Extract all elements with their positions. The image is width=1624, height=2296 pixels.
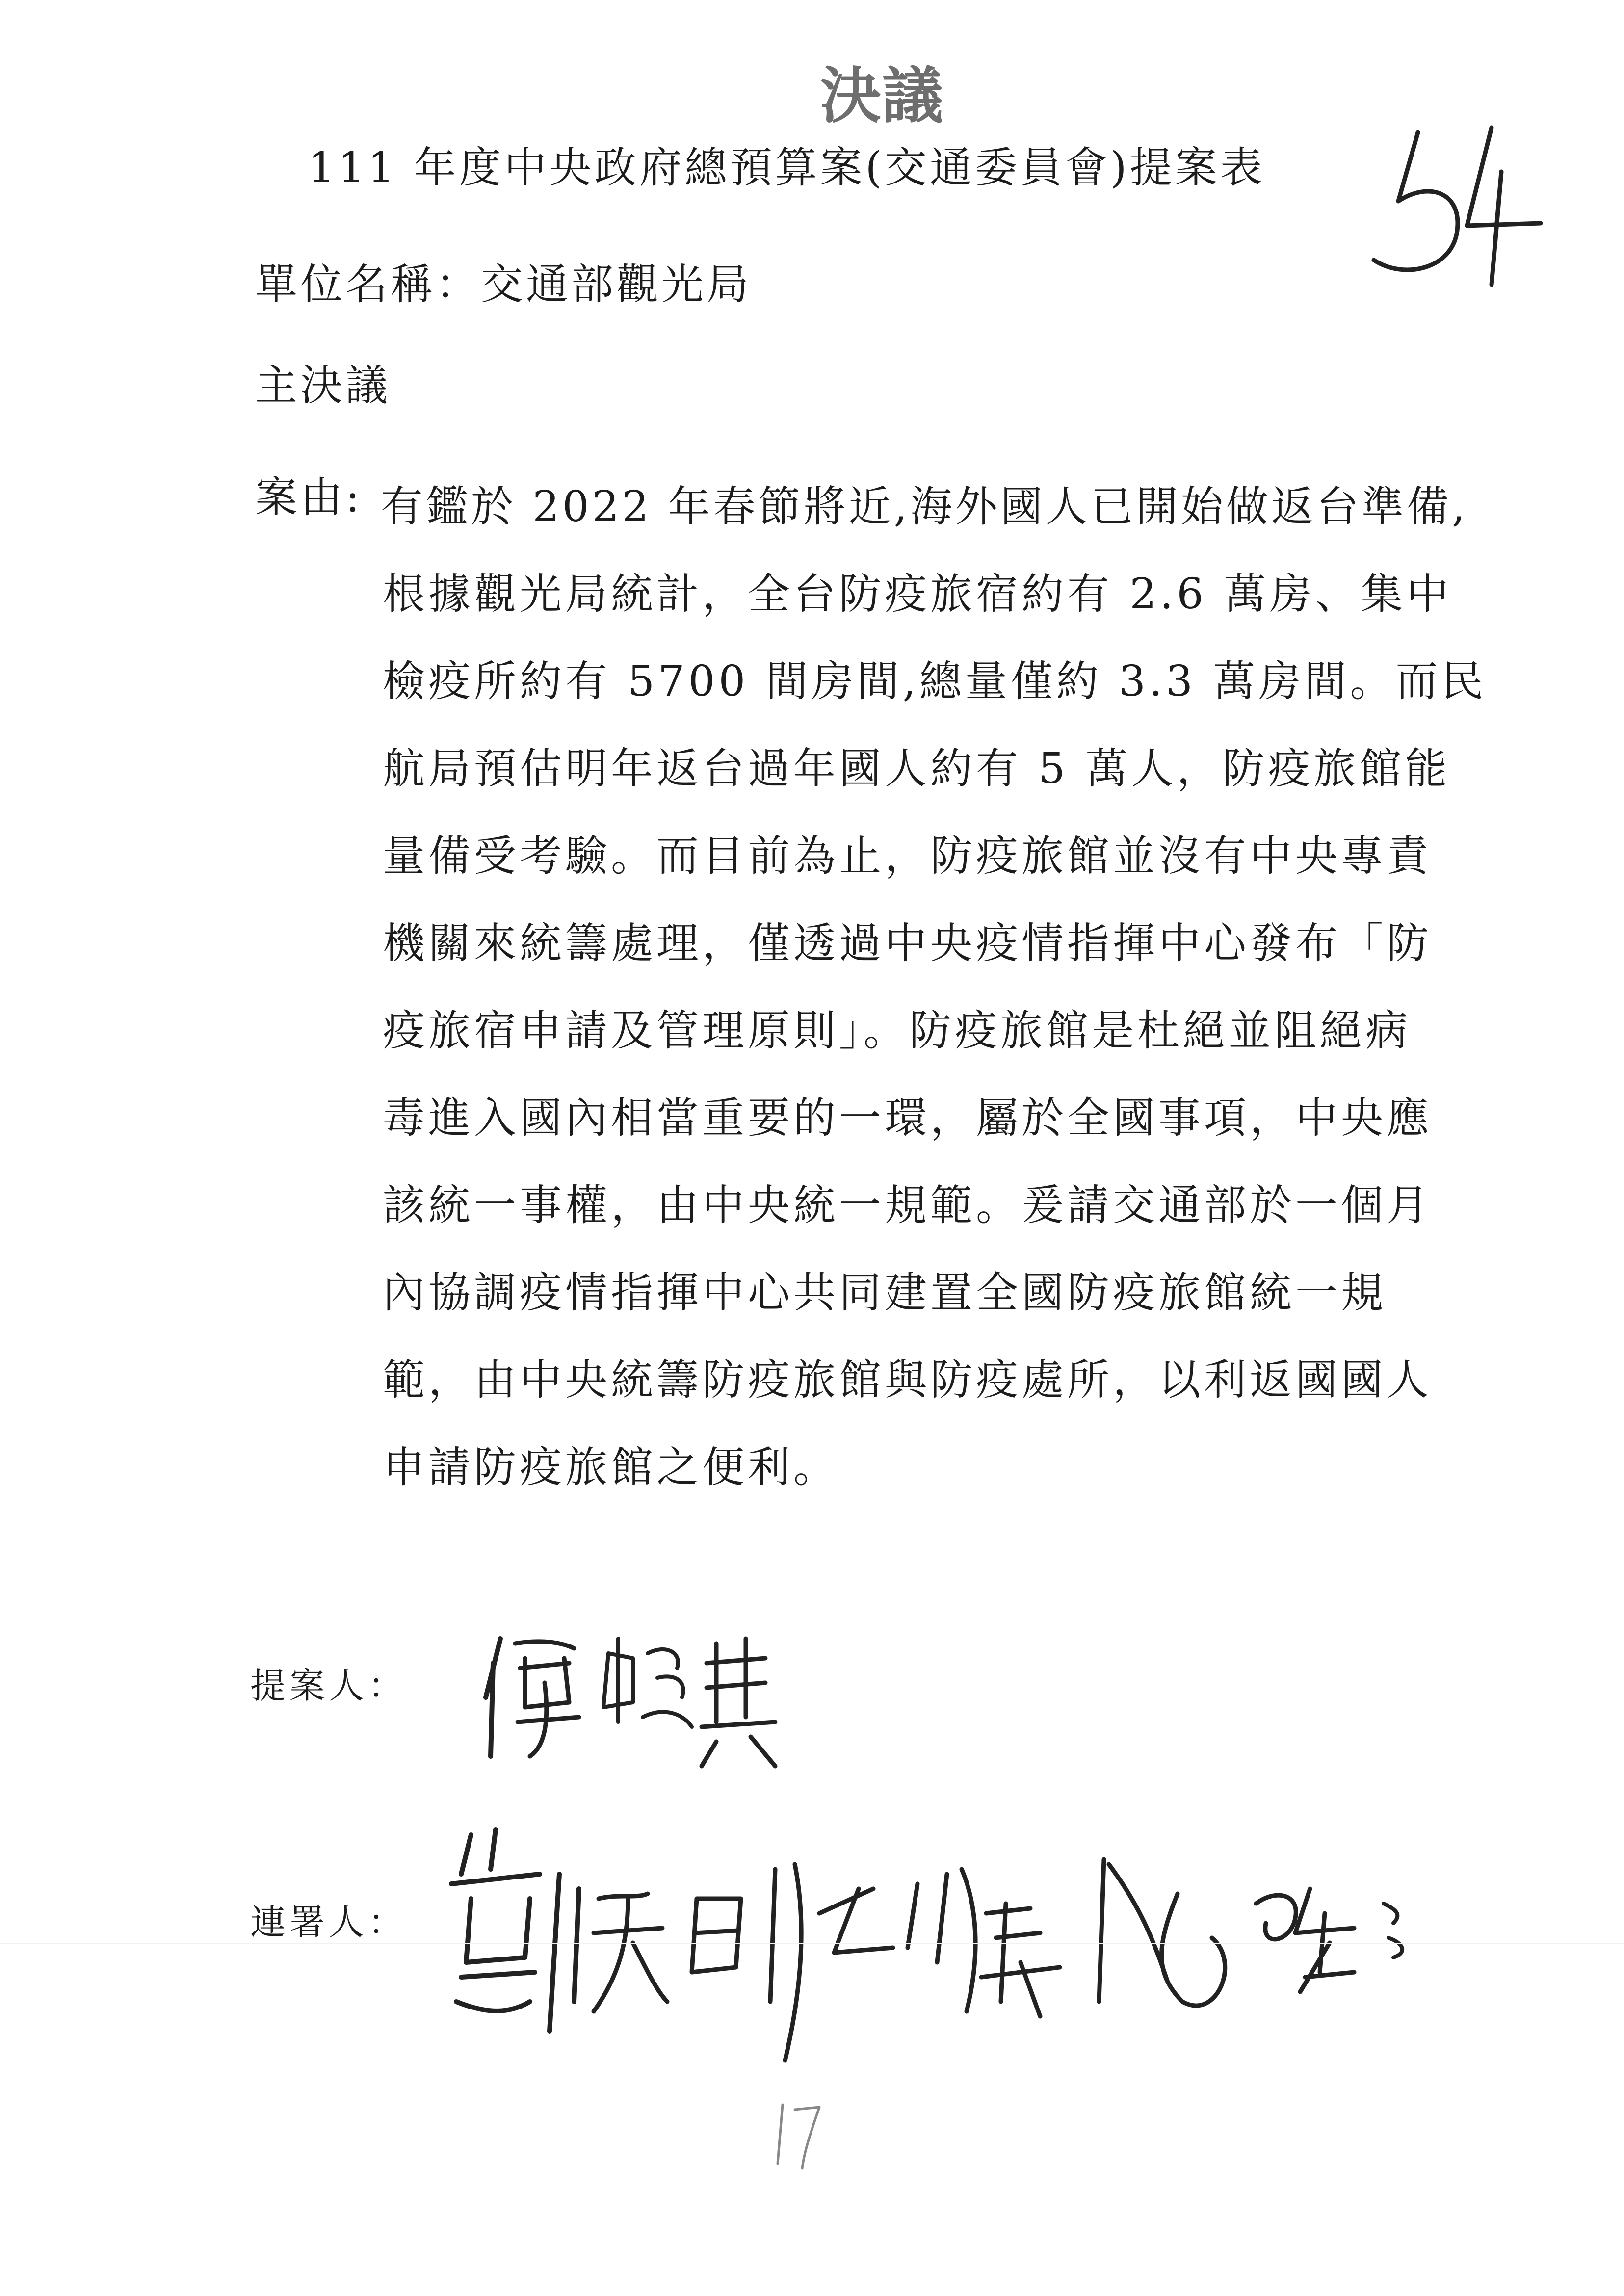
- reason-line: 航局預估明年返台過年國人約有 5 萬人，防疫旅館能: [383, 744, 1451, 793]
- reason-line: 內協調疫情指揮中心共同建置全國防疫旅館統一規: [383, 1268, 1387, 1317]
- reason-line: 疫旅宿申請及管理原則」。防疫旅館是杜絕並阻絕病: [383, 1006, 1411, 1055]
- reason-body: [383, 550, 1487, 1511]
- reason-line: 量備受考驗。而目前為止，防疫旅館並沒有中央專責: [383, 832, 1432, 881]
- handwritten-number-54: [1344, 118, 1550, 294]
- reason-line: 該統一事權，由中央統一規範。爰請交通部於一個月: [383, 1181, 1432, 1230]
- handwritten-page-number: [768, 2095, 827, 2173]
- reason-line: 根據觀光局統計，全台防疫旅宿約有 2.6 萬房、集中: [383, 570, 1452, 619]
- reason-line: 有鑑於 2022 年春節將近,海外國人已開始做返台準備,: [381, 482, 1468, 531]
- reason-line: 範，由中央統籌防疫旅館與防疫處所，以利返國國人: [383, 1356, 1432, 1405]
- reason-paragraph: [376, 463, 1468, 550]
- reason-line: 檢疫所約有 5700 間房間,總量僅約 3.3 萬房間。而民: [383, 657, 1487, 706]
- proposer-label: 提案人：: [250, 1665, 408, 1706]
- cosigner-label: 連署人：: [250, 1902, 408, 1943]
- resolution-stamp: 決議: [820, 60, 944, 131]
- scan-divider: [0, 1943, 1624, 1944]
- resolution-type: 主決議: [255, 361, 391, 410]
- reason-label: 案由:: [255, 473, 363, 522]
- unit-name: 單位名稱：交通部觀光局: [255, 260, 752, 309]
- reason-line: 毒進入國內相當重要的一環，屬於全國事項，中央應: [383, 1094, 1432, 1143]
- reason-line: 申請防疫旅館之便利。: [383, 1443, 839, 1492]
- document-title: 111 年度中央政府總預算案(交通委員會)提案表: [308, 143, 1265, 192]
- reason-line: 機關來統籌處理，僅透過中央疫情指揮中心發布「防: [383, 919, 1432, 968]
- proposer-signature: [471, 1609, 805, 1771]
